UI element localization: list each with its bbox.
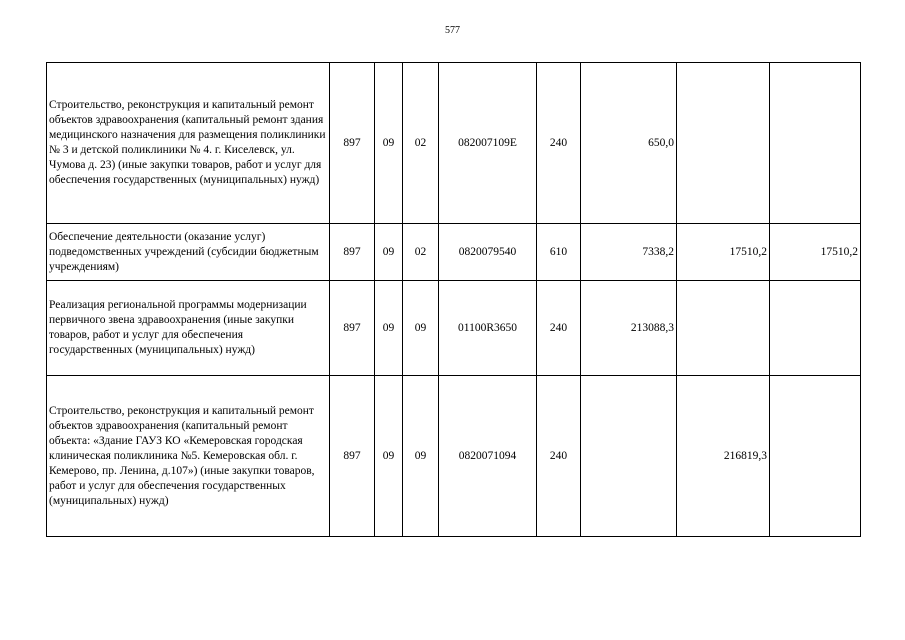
table-row: [47, 281, 861, 376]
target-article-code: 0820079540: [439, 224, 537, 281]
amount-year-1: [581, 376, 677, 537]
subsection-code: 09: [403, 281, 439, 376]
row-description: Строительство, реконструкция и капитальный ремонт объектов здравоохранения (капитальный ремонт объекта: «Здание ГАУЗ КО «Кемеровская городская клиническая поликлиника №5. Кемеровская обл. г. Кемерово, пр. Ленина, д.107») (иные закупки товаров, работ и услуг для обеспечения государственных (муниципальных) нужд): [47, 376, 330, 537]
subsection-code: 02: [403, 63, 439, 224]
subsection-code: 09: [403, 376, 439, 537]
table-row: [47, 63, 861, 224]
row-description: Реализация региональной программы модернизации первичного звена здравоохранения (иные закупки товаров, работ и услуг для обеспечения государственных (муниципальных) нужд): [47, 281, 330, 376]
section-code: 09: [375, 281, 403, 376]
amount-year-2: 216819,3: [677, 376, 770, 537]
subsection-code: 02: [403, 224, 439, 281]
row-description: Строительство, реконструкция и капитальный ремонт объектов здравоохранения (капитальный ремонт здания медицинского назначения для размещения поликлиники № 3 и детской поликлиники № 4. г. Киселевск, ул. Чумова д. 23) (иные закупки товаров, работ и услуг для обеспечения государственных (муниципальных) нужд): [47, 63, 330, 224]
amount-year-1: 213088,3: [581, 281, 677, 376]
amount-year-2: [677, 281, 770, 376]
expense-type-code: 610: [537, 224, 581, 281]
table-row: [47, 224, 861, 281]
expense-type-code: 240: [537, 63, 581, 224]
target-article-code: 01100R3650: [439, 281, 537, 376]
expense-type-code: 240: [537, 376, 581, 537]
page-number: 577: [445, 25, 460, 36]
budget-table: [46, 62, 861, 537]
table-row: [47, 376, 861, 537]
amount-year-3: [770, 281, 861, 376]
amount-year-2: [677, 63, 770, 224]
amount-year-1: 7338,2: [581, 224, 677, 281]
row-description: Обеспечение деятельности (оказание услуг) подведомственных учреждений (субсидии бюджетным учреждениям): [47, 224, 330, 281]
amount-year-1: 650,0: [581, 63, 677, 224]
amount-year-2: 17510,2: [677, 224, 770, 281]
ministry-code: 897: [330, 224, 375, 281]
amount-year-3: [770, 376, 861, 537]
amount-year-3: 17510,2: [770, 224, 861, 281]
ministry-code: 897: [330, 63, 375, 224]
target-article-code: 082007109Е: [439, 63, 537, 224]
expense-type-code: 240: [537, 281, 581, 376]
section-code: 09: [375, 63, 403, 224]
section-code: 09: [375, 224, 403, 281]
section-code: 09: [375, 376, 403, 537]
ministry-code: 897: [330, 376, 375, 537]
amount-year-3: [770, 63, 861, 224]
ministry-code: 897: [330, 281, 375, 376]
target-article-code: 0820071094: [439, 376, 537, 537]
